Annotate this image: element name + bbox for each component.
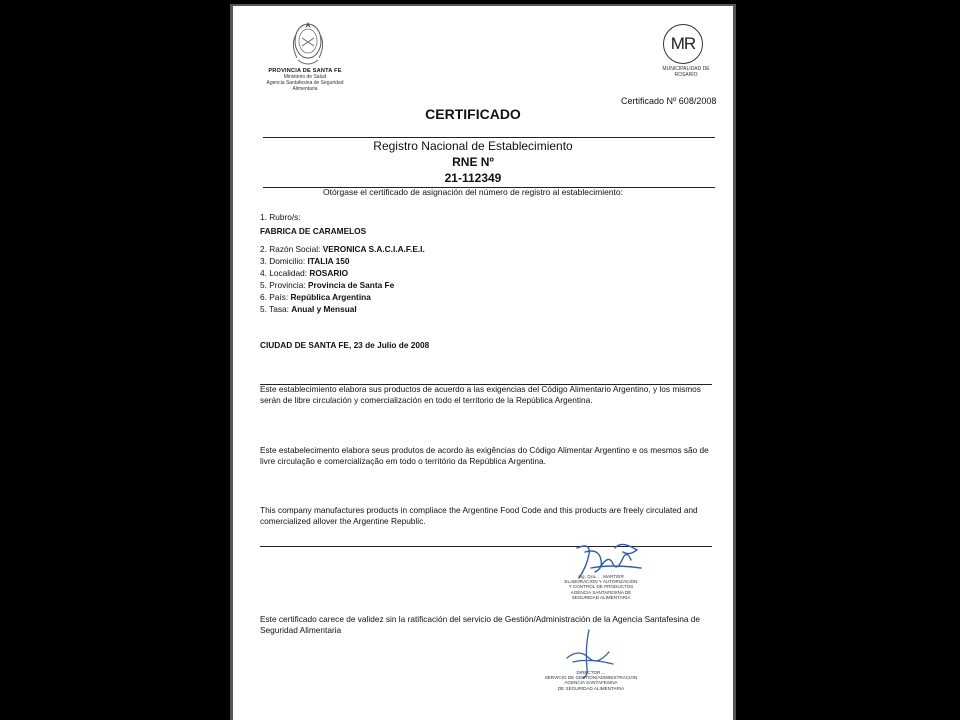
document-title: CERTIFICADO: [425, 106, 521, 122]
signature-2-caption: DIRECTOR ... SERVICIO DE GESTION/ADMINISTRACION AGENCIA SANTAFESINA DE SEGURIDAD ALIMENTARIA: [544, 670, 638, 691]
agency-name: Agencia Santafesina de Seguridad Alimentaria: [266, 80, 344, 92]
province-seal-icon: [288, 16, 328, 70]
validity-note: Este certificado carece de validez sin la ratificación del servicio de Gestión/Administración de la Agencia Santafesina de Seguridad Alimentaria: [260, 614, 700, 636]
statement-portuguese: Este estabelecimento elabora seus produtos de acordo às exigências do Código Alimentar Argentino e os mesmos são de livre circulação e comercialização em todo o território da República Argentina.: [260, 445, 709, 467]
rubro-value: FABRICA DE CARAMELOS: [260, 226, 367, 236]
registry-intro: Otórgase el certificado de asignación del número de registro al establecimiento:: [322, 187, 624, 197]
rubro-label: 1. Rubro/s:: [260, 212, 301, 222]
province-header: [259, 68, 351, 92]
field-pais: 6. País: República Argentina: [260, 292, 371, 302]
divider: [263, 137, 715, 138]
registry-name: Registro Nacional de Establecimiento: [373, 139, 573, 153]
statement-spanish: Este establecimiento elabora sus productos de acuerdo a las exigencias del Código Alimentario Argentino, y los mismos serán de libre circulación y comercialización en todo el territorio de la República Argentina.: [260, 384, 701, 406]
field-localidad: 4. Localidad: ROSARIO: [260, 268, 349, 278]
field-provincia: 5. Provincia: Provincia de Santa Fe: [260, 280, 395, 290]
field-domicilio: 3. Domicilio: ITALIA 150: [260, 256, 350, 266]
rne-label: RNE Nº: [452, 155, 494, 169]
logo-text: MR: [670, 34, 696, 53]
municipality-logo: [663, 24, 703, 64]
certificate-page: [230, 4, 736, 720]
field-razon-social: 2. Razón Social: VERONICA S.A.C.I.A.F.E.I.: [260, 244, 425, 254]
ministry-name: Ministerio de Salud: [283, 74, 327, 80]
place-date: CIUDAD DE SANTA FE, 23 de Julio de 2008: [260, 340, 430, 350]
field-tasa: 5. Tasa: Anual y Mensual: [260, 304, 357, 314]
municipality-name: MUNICIPALIDAD DE ROSARIO: [662, 66, 710, 78]
rne-number: 21-112349: [444, 171, 502, 185]
statement-english: This company manufactures products in compliace the Argentine Food Code and this products are freely circulated and comercialized allover the Argentine Republic.: [260, 505, 698, 527]
certificate-number: Certificado Nº 608/2008: [621, 96, 717, 106]
signature-1-caption: Ing. Qca. ... MARTIER ELABORACION Y AUTORIZACION Y CONTROL DE PRODUCTOS AGENCIA SANTAFESINA DE SEGURIDAD ALIMENTARIA: [564, 574, 638, 600]
province-name: PROVINCIA DE SANTA FE: [268, 68, 342, 74]
